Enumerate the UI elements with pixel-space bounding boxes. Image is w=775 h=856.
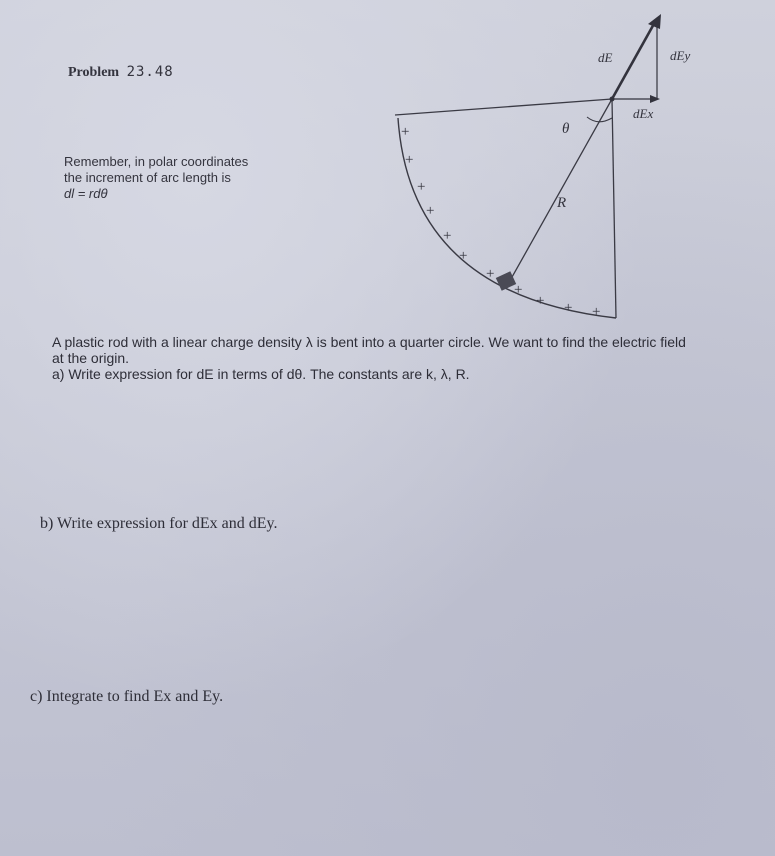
charge-plus: + — [459, 248, 468, 264]
charge-plus: + — [401, 124, 410, 140]
radius-label: R — [557, 195, 567, 211]
charge-plus: + — [592, 304, 601, 320]
charge-plus: + — [486, 266, 495, 282]
hint-line-1: Remember, in polar coordinates — [64, 154, 249, 169]
dEx-arrowhead — [650, 95, 660, 103]
hint-formula: dl = rdθ — [64, 186, 108, 201]
charge-plus: + — [564, 300, 573, 316]
charge-plus: + — [417, 179, 426, 195]
charge-plus: + — [536, 293, 545, 309]
charge-plus: + — [514, 282, 523, 298]
problem-statement — [52, 334, 686, 382]
statement-line-2: at the origin. — [52, 350, 130, 366]
hint-line-2: the increment of arc length is — [64, 170, 231, 185]
vertical-axis-line — [612, 99, 616, 318]
dE-vector — [612, 22, 655, 99]
statement-line-1: A plastic rod with a linear charge density λ is bent into a quarter circle. We want to find the electric field — [52, 334, 686, 350]
charge-plus: + — [443, 228, 452, 244]
charge-plus: + — [426, 203, 435, 219]
horizontal-axis-line — [395, 99, 612, 115]
dE-label: dE — [598, 50, 613, 65]
theta-label: θ — [562, 121, 570, 137]
charge-plus: + — [405, 152, 414, 168]
radius-line — [507, 99, 612, 286]
dEy-label: dEy — [670, 48, 691, 63]
dEx-label: dEx — [633, 106, 654, 121]
question-a: a) Write expression for dE in terms of dθ. The constants are k, λ, R. — [52, 366, 470, 382]
problem-label: Problem — [68, 65, 120, 80]
dE-arrowhead — [648, 14, 661, 29]
question-c: c) Integrate to find Ex and Ey. — [30, 688, 224, 705]
problem-number: 23.48 — [126, 64, 174, 80]
question-b: b) Write expression for dEx and dEy. — [40, 515, 278, 532]
